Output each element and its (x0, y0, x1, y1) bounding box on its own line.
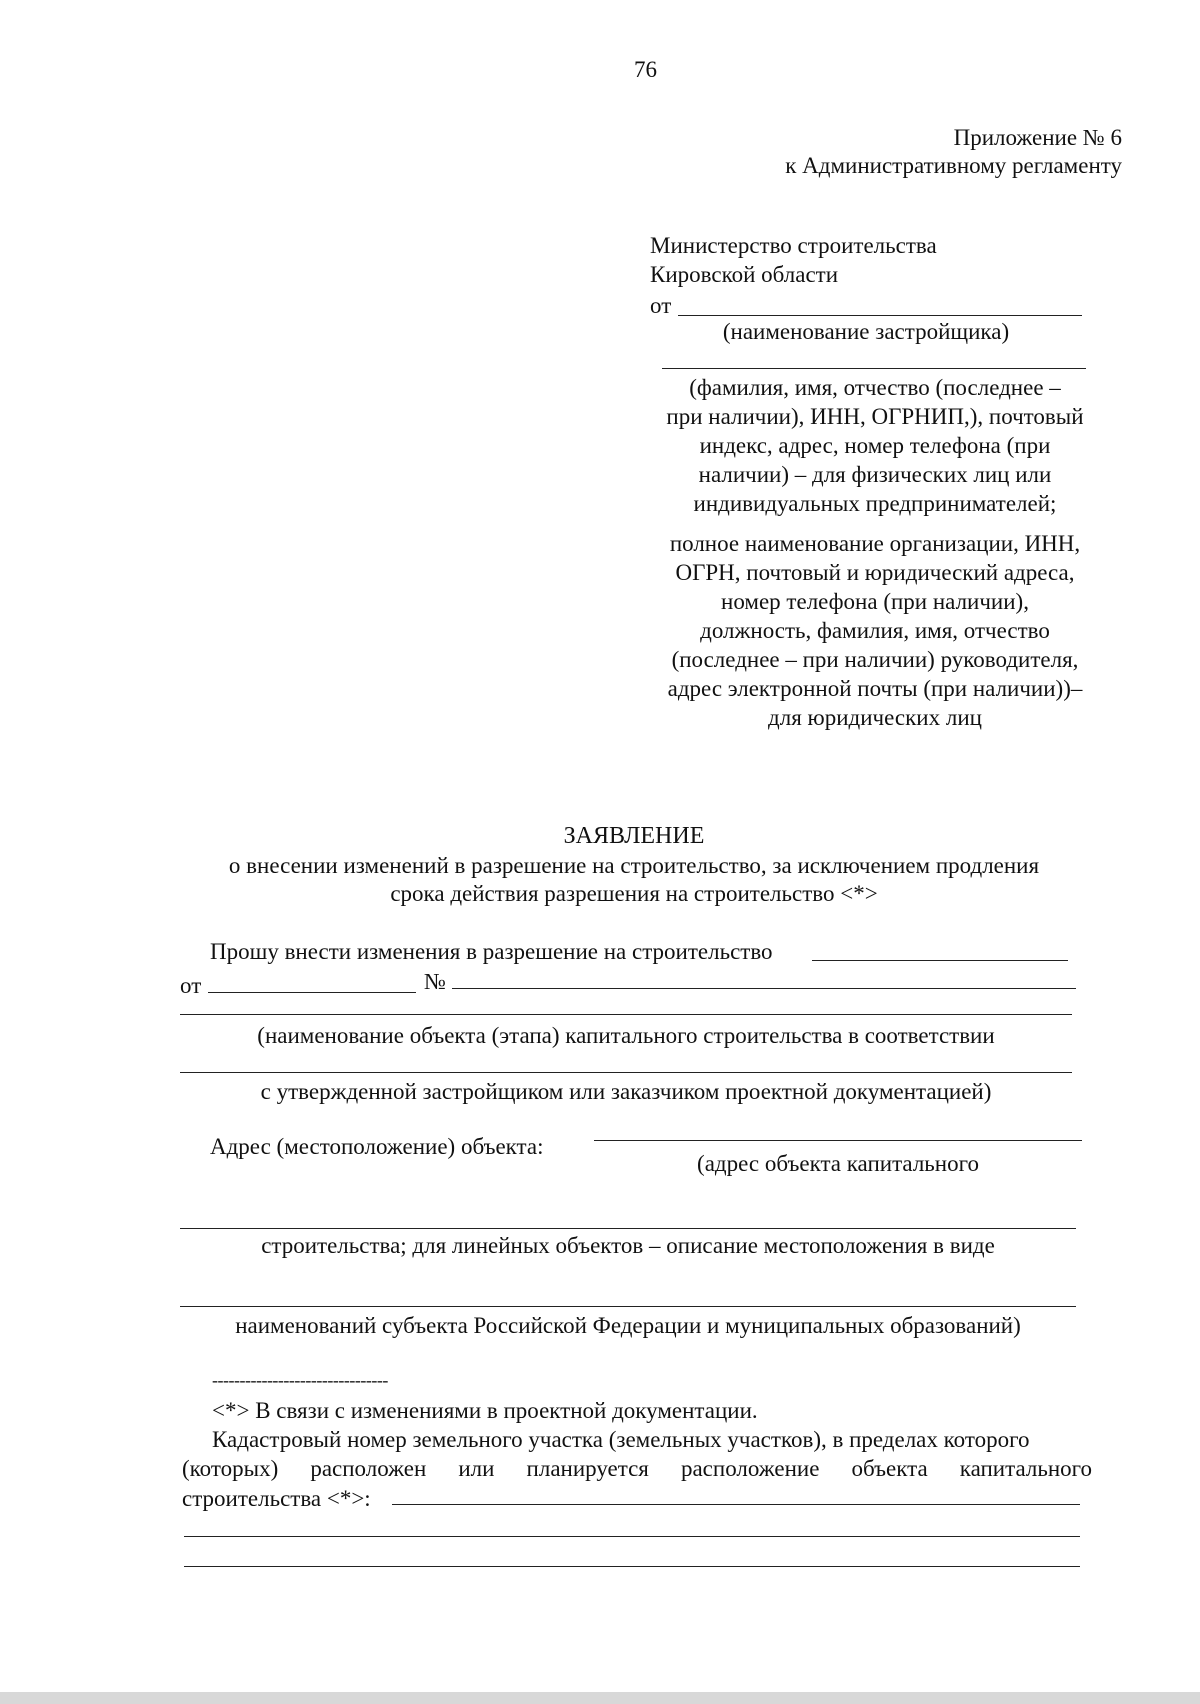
object-caption-2: с утвержденной застройщиком или заказчиком проектной документацией) (260, 1079, 992, 1104)
cadastral-line-1: Кадастровый номер земельного участка (земельных участков), в пределах которого (212, 1427, 1030, 1452)
footnote-text: <*> В связи с изменениями в проектной документации. (212, 1398, 758, 1423)
object-name-line-1 (180, 1014, 1072, 1015)
permit-date-line (208, 992, 416, 993)
permit-date-label: от (180, 973, 202, 998)
cadastral-field-line-3 (184, 1566, 1080, 1567)
individual-details-line (662, 368, 1086, 369)
address-caption-1: (адрес объекта капитального (697, 1151, 979, 1176)
legal-caption-6: адрес электронной почты (при наличии))– (667, 676, 1083, 701)
page-number: 76 (634, 57, 657, 82)
individual-caption-5: индивидуальных предпринимателей; (693, 491, 1057, 516)
individual-caption-1: (фамилия, имя, отчество (последнее – (689, 375, 1061, 400)
cadastral-field-line-1 (392, 1504, 1080, 1505)
legal-caption-4: должность, фамилия, имя, отчество (700, 618, 1050, 643)
individual-caption-4: наличии) – для физических лиц или (698, 462, 1052, 487)
appendix-line-1: Приложение № 6 (953, 125, 1122, 150)
legal-caption-5: (последнее – при наличии) руководителя, (671, 647, 1079, 672)
appendix-line-2: к Административному регламенту (785, 153, 1122, 178)
cadastral-field-line-2 (184, 1536, 1080, 1537)
developer-caption: (наименование застройщика) (722, 319, 1010, 344)
ministry-line-2: Кировской области (650, 262, 839, 287)
permit-number-label: № (424, 969, 446, 994)
individual-caption-3: индекс, адрес, номер телефона (при (699, 433, 1051, 458)
ministry-line-1: Министерство строительства (650, 233, 937, 258)
individual-caption-2: при наличии), ИНН, ОГРНИП,), почтовый (666, 404, 1084, 429)
cadastral-line-2: (которых) расположен или планируется расположение объекта капитального (182, 1456, 1092, 1481)
address-label: Адрес (местоположение) объекта: (210, 1134, 544, 1159)
title-subline-2: срока действия разрешения на строительство <*> (390, 881, 878, 906)
address-caption-2: строительства; для линейных объектов – описание местоположения в виде (261, 1233, 995, 1258)
cadastral-line-3-label: строительства <*>: (182, 1486, 371, 1511)
scan-bottom-edge (0, 1692, 1200, 1704)
legal-caption-1: полное наименование организации, ИНН, (669, 531, 1081, 556)
footnote-separator: -------------------------------- (212, 1370, 388, 1390)
legal-caption-3: номер телефона (при наличии), (721, 589, 1029, 614)
legal-caption-7: для юридических лиц (768, 705, 982, 730)
address-line-1 (594, 1140, 1082, 1141)
address-line-3 (180, 1306, 1076, 1307)
object-caption-1: (наименование объекта (этапа) капитального строительства в соответствии (257, 1023, 995, 1048)
address-caption-3: наименований субъекта Российской Федерации и муниципальных образований) (235, 1313, 1021, 1338)
document-title: ЗАЯВЛЕНИЕ (563, 823, 705, 849)
legal-caption-2: ОГРН, почтовый и юридический адреса, (675, 560, 1075, 585)
permit-field-line (812, 960, 1068, 961)
addressee-from-label: от (650, 293, 672, 318)
title-subline-1: о внесении изменений в разрешение на строительство, за исключением продления (228, 853, 1040, 878)
request-text: Прошу внести изменения в разрешение на строительство (210, 939, 773, 964)
permit-number-line (452, 988, 1076, 989)
developer-name-line (678, 315, 1082, 316)
object-name-line-2 (180, 1072, 1072, 1073)
address-line-2 (180, 1228, 1076, 1229)
